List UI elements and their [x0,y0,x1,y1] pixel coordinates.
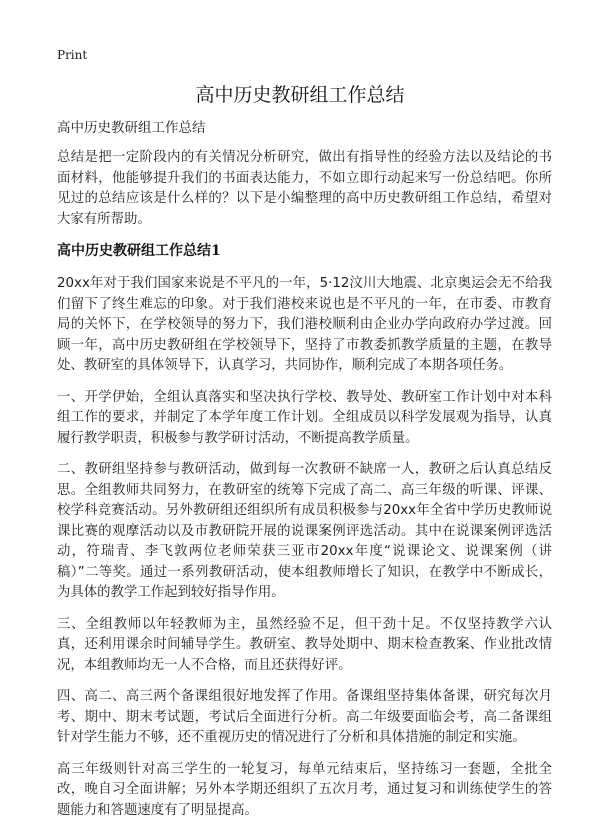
body-paragraph: 四、高二、高三两个备课组很好地发挥了作用。备课组坚持集体备课，研究每次月考、期中、期末考试题，考试后全面进行分析。高二年级要面临会考，高二备课组针对学生能力不够，还不重视历史的情况进行了分析和具体措施的制定和实施。 [57,689,552,745]
body-paragraph: 三、全组教师以年轻教师为主，虽然经验不足，但干劲十足。不仅坚持教学六认真，还利用课余时间辅导学生。教研室、教导处期中、期末检查教案、作业批改情况，本组教师均无一人不合格，而且还获得好评。 [57,616,552,673]
intro-paragraph: 总结是把一定阶段内的有关情况分析研究，做出有指导性的经验方法以及结论的书面材料，他能够提升我们的书面表达能力，不如立即行动起来写一份总结吧。你所见过的总结应该是什么样的？以下是小编整理的高中历史教研组工作总结，希望对大家有所帮助。 [57,150,552,227]
page-title: 高中历史教研组工作总结 [195,84,405,106]
body-paragraph: 高三年级则针对高三学生的一轮复习，每单元结束后，坚持练习一套题，全批全改，晚自习全面讲解；另外本学期还组织了五次月考，通过复习和训练使学生的答题能力和答题速度有了明显提高。 [57,761,552,818]
document-body [57,118,552,832]
body-paragraph: 二、教研组坚持参与教研活动，做到每一次教研不缺席一人，教研之后认真总结反思。全组教师共同努力，在教研室的统筹下完成了高二、高三年级的听课、评课、校学科竞赛活动。另外教研组还组织所有成员积极参与20xx年全省中学历史教师说课比赛的观摩活动以及市教研院开展的说课案例评选活动。其中在说课案例评选活动，符瑞青、李飞敦两位老师荣获三亚市20xx年度“说课论文、说课案例（讲稿）”二等奖。通过一系列教研活动，使本组教师增长了知识，在教学中不断成长，为具体的教学工作起到较好指导作用。 [57,462,552,600]
print-link[interactable]: Print [57,48,88,62]
body-paragraph: 一、开学伊始，全组认真落实和坚决执行学校、教导处、教研室工作计划中对本科组工作的要求，并制定了本学年度工作计划。全组成员以科学发展观为指导，认真履行教学职责，积极参与教学研讨活动，不断提高教学质量。 [57,389,552,446]
section-heading: 高中历史教研组工作总结1 [57,243,221,259]
body-paragraph: 20xx年对于我们国家来说是不平凡的一年，5·12汶川大地震、北京奥运会无不给我们留下了终生难忘的印象。对于我们港校来说也是不平凡的一年，在市委、市教育局的关怀下，在学校领导的努力下，我们港校顺利由企业办学向政府办学过渡。回顾一年，高中历史教研组在学校领导下，坚持了市教委抓教学质量的主题，在教导处、教研室的具体领导下，认真学习，共同协作，顺利完成了本期各项任务。 [57,276,552,373]
document-subtitle: 高中历史教研组工作总结 [57,120,206,136]
